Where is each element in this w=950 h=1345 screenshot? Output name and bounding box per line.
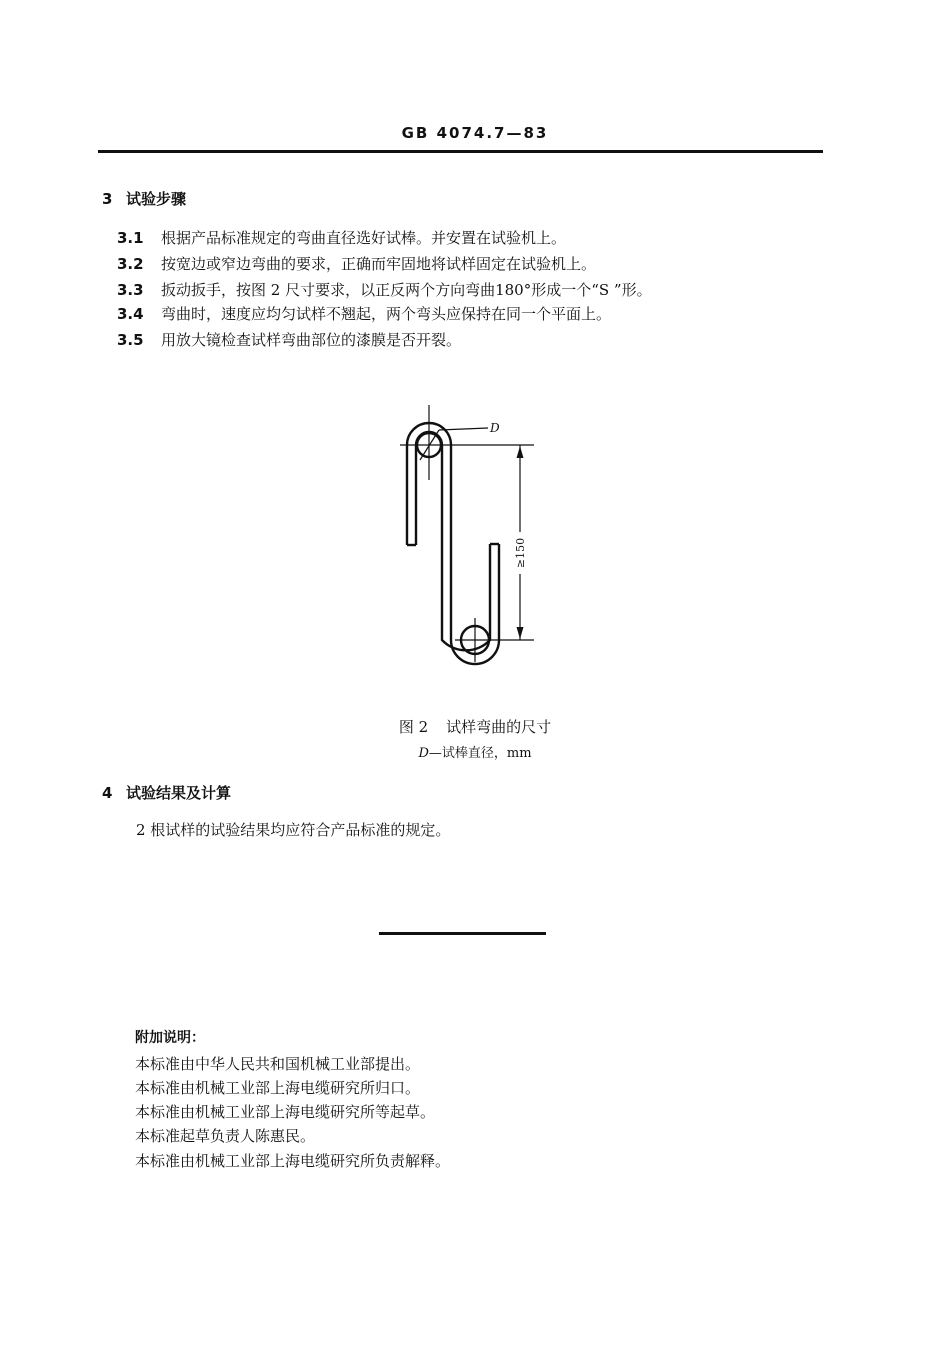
section-4-number: 4: [102, 784, 113, 802]
section-3-number: 3: [102, 190, 113, 208]
d-leader: [439, 428, 488, 430]
end-rule: [379, 932, 546, 935]
section-4-heading: [102, 782, 231, 803]
step-number: 3.5: [117, 331, 144, 349]
step-text: 扳动扳手，按图 2 尺寸要求，以正反两个方向弯曲180°形成一个“S ”形。: [161, 281, 652, 299]
dimension-arrow-top: [517, 446, 524, 458]
note-line: 本标准由机械工业部上海电缆研究所负责解释。: [135, 1152, 451, 1170]
specimen-strip-inner: [416, 432, 490, 650]
diameter-label: D: [490, 421, 500, 435]
note-line: 本标准由机械工业部上海电缆研究所归口。: [135, 1079, 421, 1097]
section-4-title: 试验结果及计算: [126, 784, 232, 802]
note-line: 本标准起草负责人陈惠民。: [135, 1127, 316, 1145]
dimension-arrow-bottom: [517, 627, 524, 639]
step-number: 3.1: [117, 229, 144, 247]
step-text: 用放大镜检查试样弯曲部位的漆膜是否开裂。: [161, 331, 462, 349]
figure-title: 试样弯曲的尺寸: [446, 718, 552, 736]
section-3-title: 试验步骤: [126, 190, 187, 208]
step-text: 弯曲时，速度应均匀试样不翘起，两个弯头应保持在同一个平面上。: [161, 305, 612, 323]
figure-caption: [0, 716, 950, 737]
legend-symbol: D: [418, 746, 429, 761]
step-text: 按宽边或窄边弯曲的要求，正确而牢固地将试样固定在试验机上。: [161, 255, 597, 273]
note-line: 本标准由中华人民共和国机械工业部提出。: [135, 1055, 421, 1073]
step-number: 3.2: [117, 255, 144, 273]
figure-legend: [0, 742, 950, 761]
step-number: 3.3: [117, 281, 144, 299]
legend-text: —试棒直径，mm: [428, 746, 532, 761]
notes-title: 附加说明：: [135, 1030, 205, 1046]
figure-number: 图 2: [398, 718, 429, 736]
dimension-label: ≥150: [514, 537, 527, 569]
standard-code: GB 4074.7—83: [401, 124, 549, 142]
step-text: 根据产品标准规定的弯曲直径选好试棒。并安置在试验机上。: [161, 229, 567, 247]
section-4-text: 2 根试样的试验结果均应符合产品标准的规定。: [136, 821, 451, 839]
step-number: 3.4: [117, 305, 144, 323]
note-line: 本标准由机械工业部上海电缆研究所等起草。: [135, 1103, 436, 1121]
